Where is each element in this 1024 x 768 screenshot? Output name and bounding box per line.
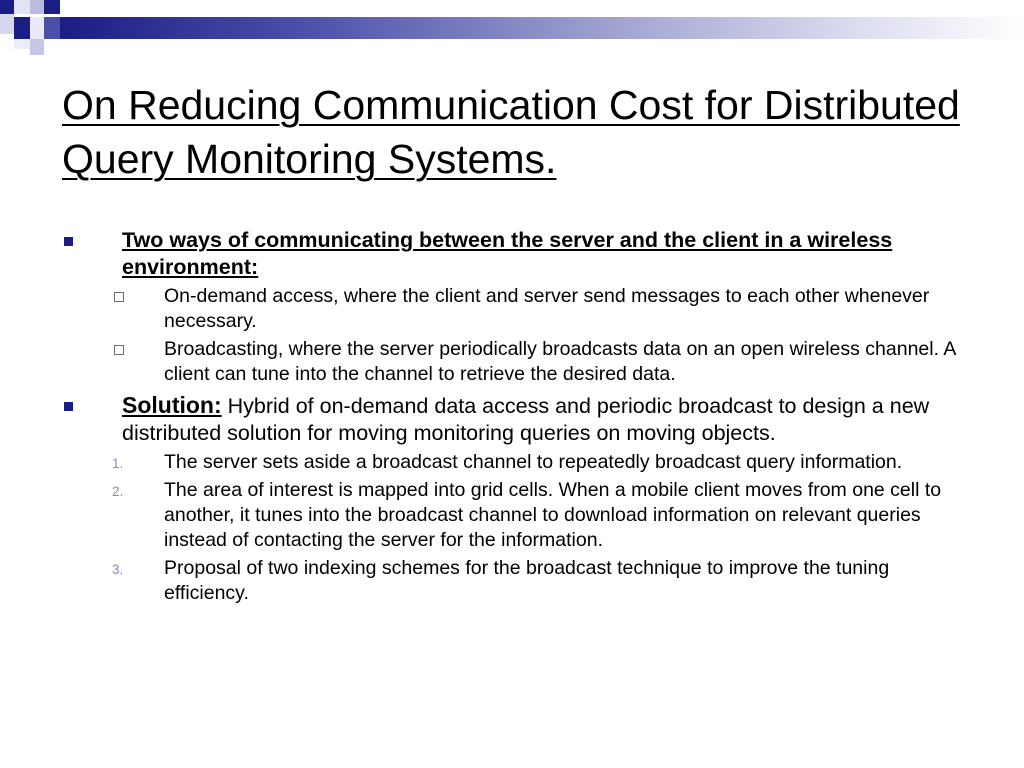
decor-square-7	[30, 17, 44, 39]
numbered-item-1	[0, 450, 1024, 475]
decor-square-6	[14, 17, 30, 39]
numbered-item-text: Proposal of two indexing schemes for the broadcast technique to improve the tuning efficiency.	[164, 557, 890, 604]
solution-text: Hybrid of on-demand data access and periodic broadcast to design a new distributed solution for moving monitoring queries on moving objects.	[122, 394, 930, 445]
hollow-square-bullet-icon	[114, 345, 124, 355]
bullet-heading: Two ways of communicating between the server and the client in a wireless environment:	[122, 228, 893, 279]
square-bullet-icon	[64, 237, 73, 246]
bullet-solution	[0, 392, 1024, 447]
numbered-item-3	[0, 556, 1024, 606]
hollow-square-bullet-icon	[114, 292, 124, 302]
item-number: 2.	[112, 484, 124, 499]
numbered-item-text: The server sets aside a broadcast channel to repeatedly broadcast query information.	[164, 451, 903, 473]
decor-square-3	[30, 0, 44, 14]
decor-square-9	[30, 39, 44, 55]
decor-square-2	[14, 0, 30, 14]
subitem-text: Broadcasting, where the server periodically broadcasts data on an open wireless channel. A client can tune into the channel to retrieve the desired data.	[164, 338, 956, 385]
item-number: 1.	[112, 456, 124, 471]
item-number: 3.	[112, 562, 124, 577]
numbered-item-2	[0, 478, 1024, 553]
decor-square-1	[0, 0, 14, 14]
slide-title: On Reducing Communication Cost for Distributed Query Monitoring Systems.	[62, 82, 960, 182]
subitem-broadcasting	[0, 337, 1024, 387]
square-bullet-icon	[64, 402, 73, 411]
solution-label: Solution:	[122, 392, 222, 418]
subitem-text: On-demand access, where the client and server send messages to each other whenever necessary.	[164, 285, 930, 332]
decor-square-10	[14, 39, 30, 49]
header-band	[60, 17, 1024, 39]
decor-square-5	[0, 14, 14, 34]
subitem-on-demand	[0, 284, 1024, 334]
numbered-item-text: The area of interest is mapped into grid cells. When a mobile client moves from one cell to another, it tunes into the broadcast channel to download information on relevant queries instead of contacting the server for the information.	[164, 479, 942, 551]
slide-content	[0, 227, 1024, 606]
decor-square-8	[44, 17, 60, 39]
decor-square-4	[44, 0, 60, 14]
bullet-communication-ways	[0, 227, 1024, 281]
